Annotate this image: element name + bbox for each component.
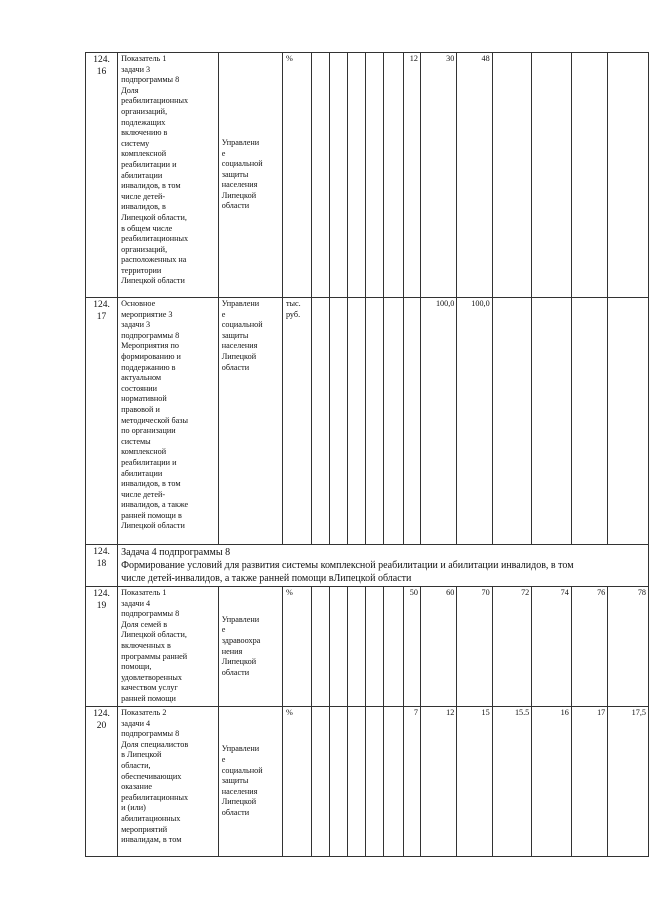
value-cell: 17,5 xyxy=(608,707,649,857)
value-cell: 76 xyxy=(571,587,607,707)
indicator-name-cell: Показатель 1 задачи 4 подпрограммы 8 Доля семей в Липецкой области, включенных в программы ранней помощи, удовлетворенных качеством услуг ранней помощи xyxy=(118,587,219,707)
value-cell xyxy=(348,53,366,298)
unit-cell: тыс. руб. xyxy=(282,298,311,545)
indicator-name-cell: Основное мероприятие 3 задачи 3 подпрограммы 8 Мероприятия по формированию и поддержанию в актуальном состоянии нормативной правовой и методической базы по организации системы комплексной реабилитации и абилитации инвалидов, в том числе детей- инвалидов, а также ранней помощи в Липецкой области xyxy=(118,298,219,545)
value-cell xyxy=(571,53,607,298)
value-cell xyxy=(383,298,403,545)
program-indicators-table xyxy=(85,52,649,857)
value-cell xyxy=(330,587,348,707)
unit-cell: % xyxy=(282,53,311,298)
value-cell: 7 xyxy=(403,707,420,857)
value-cell: 72 xyxy=(492,587,532,707)
table-body xyxy=(86,53,649,857)
value-cell xyxy=(492,53,532,298)
value-cell: 100,0 xyxy=(420,298,456,545)
row-number-cell: 124. 17 xyxy=(86,298,118,545)
table-row xyxy=(86,53,649,298)
value-cell: 100,0 xyxy=(457,298,492,545)
row-number-cell: 124. 19 xyxy=(86,587,118,707)
indicator-name-cell: Показатель 1 задачи 3 подпрограммы 8 Доля реабилитационных организаций, подлежащих включению в систему комплексной реабилитации и абилитации инвалидов, в том числе детей- инвалидов, в Липецкой области, в общем числе реабилитационных организаций, расположенных на территории Липецкой области xyxy=(118,53,219,298)
value-cell xyxy=(383,707,403,857)
value-cell xyxy=(608,53,649,298)
value-cell: 70 xyxy=(457,587,492,707)
value-cell xyxy=(366,298,383,545)
value-cell: 16 xyxy=(532,707,572,857)
value-cell xyxy=(366,587,383,707)
unit-cell: % xyxy=(282,707,311,857)
table-row xyxy=(86,587,649,707)
value-cell xyxy=(571,298,607,545)
unit-cell: % xyxy=(282,587,311,707)
row-number-cell: 124. 18 xyxy=(86,545,118,587)
task-heading-cell: Задача 4 подпрограммы 8 Формирование условий для развития системы комплексной реабилитации и абилитации инвалидов, в том числе детей-инвалидов, а также ранней помощи вЛипецкой области xyxy=(118,545,649,587)
value-cell xyxy=(311,707,329,857)
value-cell xyxy=(383,587,403,707)
value-cell xyxy=(608,298,649,545)
value-cell: 15.5 xyxy=(492,707,532,857)
value-cell xyxy=(348,707,366,857)
indicator-name-cell: Показатель 2 задачи 4 подпрограммы 8 Доля специалистов в Липецкой области, обеспечивающих оказание реабилитационных и (или) абилитационных мероприятий инвалидам, в том xyxy=(118,707,219,857)
value-cell xyxy=(330,707,348,857)
row-number-cell: 124. 20 xyxy=(86,707,118,857)
value-cell xyxy=(330,53,348,298)
value-cell xyxy=(330,298,348,545)
value-cell: 48 xyxy=(457,53,492,298)
value-cell xyxy=(532,53,572,298)
executor-cell: Управлени е социальной защиты населения Липецкой области xyxy=(218,707,282,857)
value-cell xyxy=(532,298,572,545)
value-cell xyxy=(311,298,329,545)
value-cell xyxy=(311,587,329,707)
value-cell xyxy=(383,53,403,298)
executor-cell: Управлени е социальной защиты населения Липецкой области xyxy=(218,53,282,298)
value-cell: 30 xyxy=(420,53,456,298)
value-cell: 78 xyxy=(608,587,649,707)
value-cell: 74 xyxy=(532,587,572,707)
value-cell xyxy=(366,53,383,298)
value-cell xyxy=(348,587,366,707)
table-row xyxy=(86,298,649,545)
executor-cell: Управлени е здравоохра нения Липецкой области xyxy=(218,587,282,707)
value-cell xyxy=(311,53,329,298)
value-cell xyxy=(348,298,366,545)
executor-cell: Управлени е социальной защиты населения Липецкой области xyxy=(218,298,282,545)
value-cell xyxy=(403,298,420,545)
table-row xyxy=(86,707,649,857)
value-cell xyxy=(366,707,383,857)
value-cell: 12 xyxy=(403,53,420,298)
value-cell: 17 xyxy=(571,707,607,857)
value-cell: 15 xyxy=(457,707,492,857)
table-row xyxy=(86,545,649,587)
value-cell: 12 xyxy=(420,707,456,857)
value-cell xyxy=(492,298,532,545)
value-cell: 60 xyxy=(420,587,456,707)
row-number-cell: 124. 16 xyxy=(86,53,118,298)
value-cell: 50 xyxy=(403,587,420,707)
